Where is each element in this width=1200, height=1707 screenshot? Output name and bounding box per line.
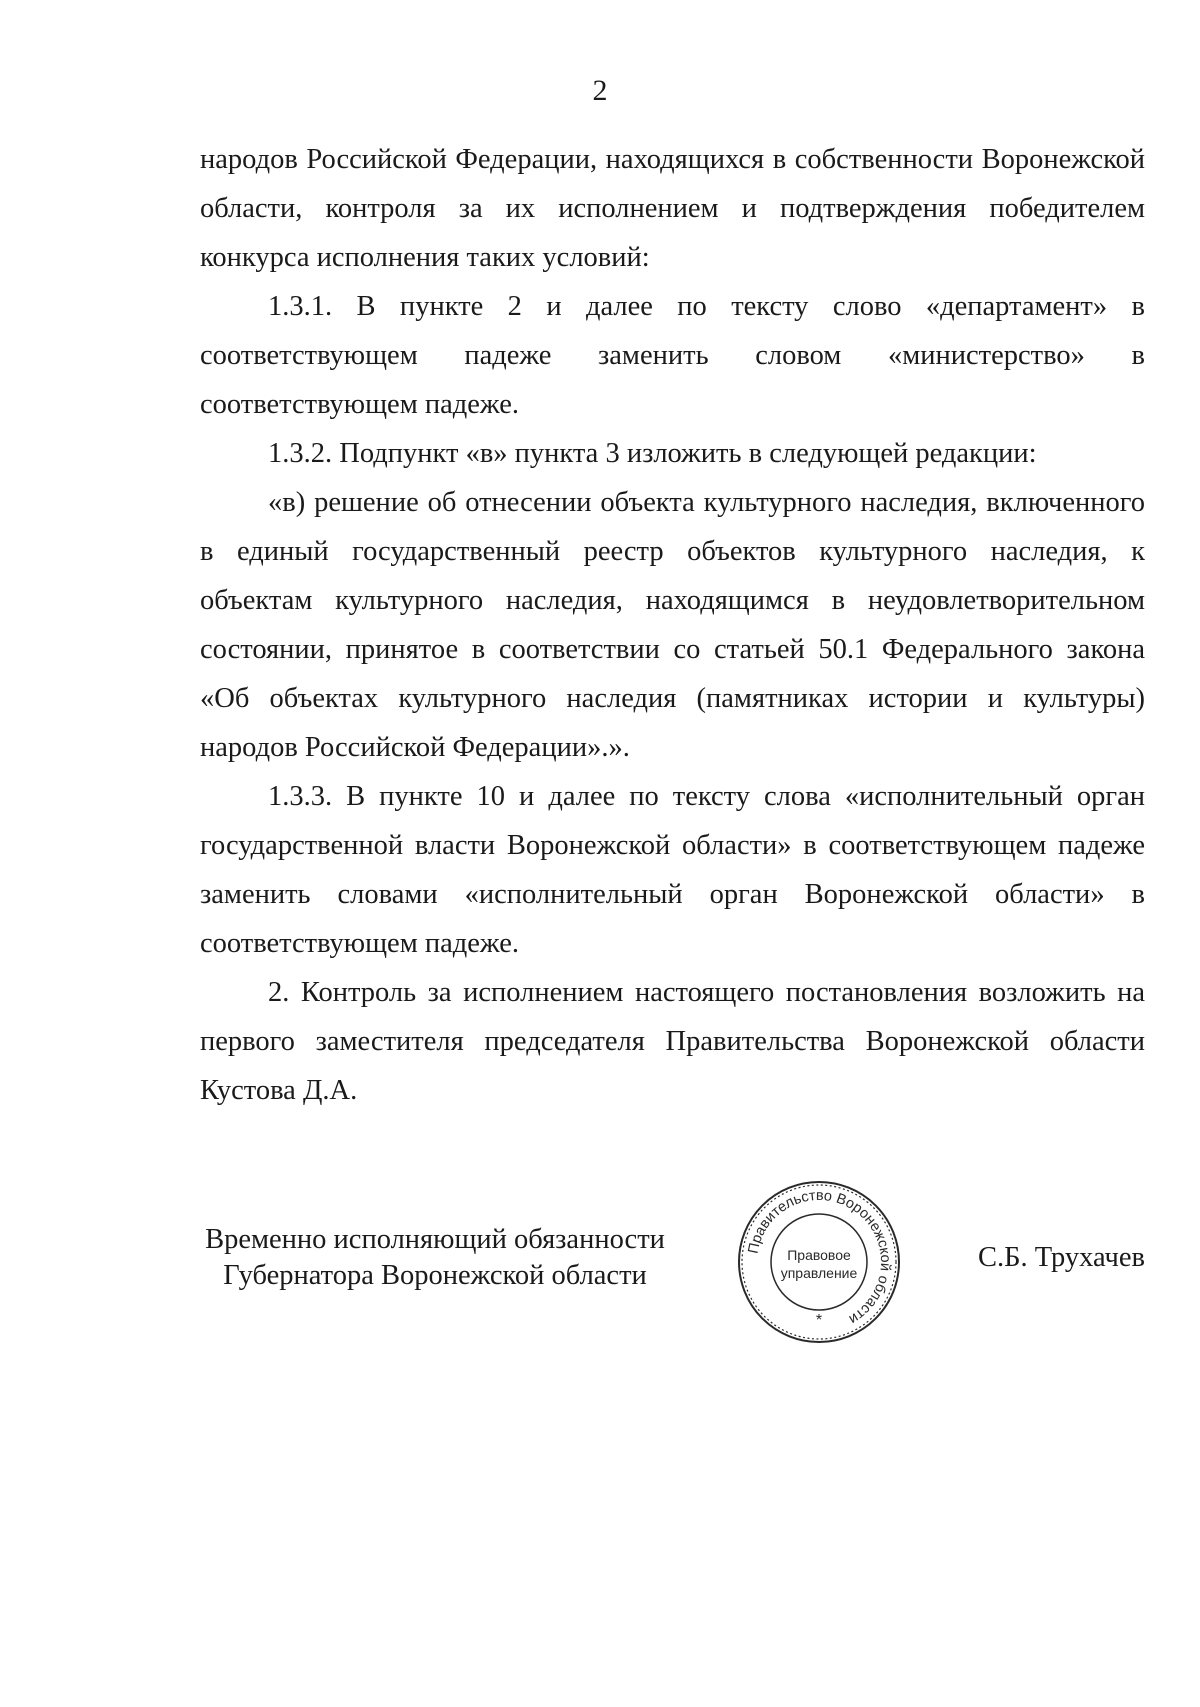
- signature-block: [200, 1187, 1145, 1342]
- signer-title-line-1: Временно исполняющий обязанности: [205, 1224, 665, 1255]
- paragraph-1-3-1: 1.3.1. В пункте 2 и далее по тексту слово «департамент» в соответствующем падеже заменить словом «министерство» в соответствующем падеже.: [200, 291, 1145, 420]
- paragraph-quoted-amendment: «в) решение об отнесении объекта культурного наследия, включенного в единый государственный реестр объектов культурного наследия, к объектам культурного наследия, находящимся в неудовлетворительном состоянии, принятое в соответствии со статьей 50.1 Федерального закона «Об объектах культурного наследия (памятниках истории и культуры) народов Российской Федерации».».: [200, 487, 1145, 763]
- stamp-seal-graphic: [735, 1178, 903, 1346]
- official-stamp: [735, 1178, 903, 1346]
- paragraph-1-3-3: 1.3.3. В пункте 10 и далее по тексту слова «исполнительный орган государственной власти Воронежской области» в соответствующем падеже заменить словами «исполнительный орган Воронежской области» в соответствующем падеже.: [200, 781, 1145, 959]
- stamp-star-icon: *: [815, 1312, 823, 1329]
- document-body: [200, 135, 1145, 1115]
- page-number: 2: [592, 74, 608, 107]
- stamp-inner-line-2: управление: [780, 1265, 858, 1281]
- paragraph-1-3-2: 1.3.2. Подпункт «в» пункта 3 изложить в следующей редакции:: [268, 438, 1037, 469]
- paragraph-continuation: народов Российской Федерации, находящихся в собственности Воронежской области, контроля за их исполнением и подтверждения победителем конкурса исполнения таких условий:: [200, 144, 1145, 273]
- paragraph-2-control: 2. Контроль за исполнением настоящего постановления возложить на первого заместителя председателя Правительства Воронежской области Кустова Д.А.: [200, 977, 1145, 1106]
- signer-title-line-2: Губернатора Воронежской области: [223, 1260, 647, 1291]
- signer-title: [200, 1222, 670, 1294]
- stamp-outer-text: Правительство Воронежской области: [745, 1187, 894, 1328]
- signer-name: С.Б. Трухачев: [977, 1242, 1145, 1273]
- stamp-inner-line-1: Правовое: [787, 1247, 851, 1263]
